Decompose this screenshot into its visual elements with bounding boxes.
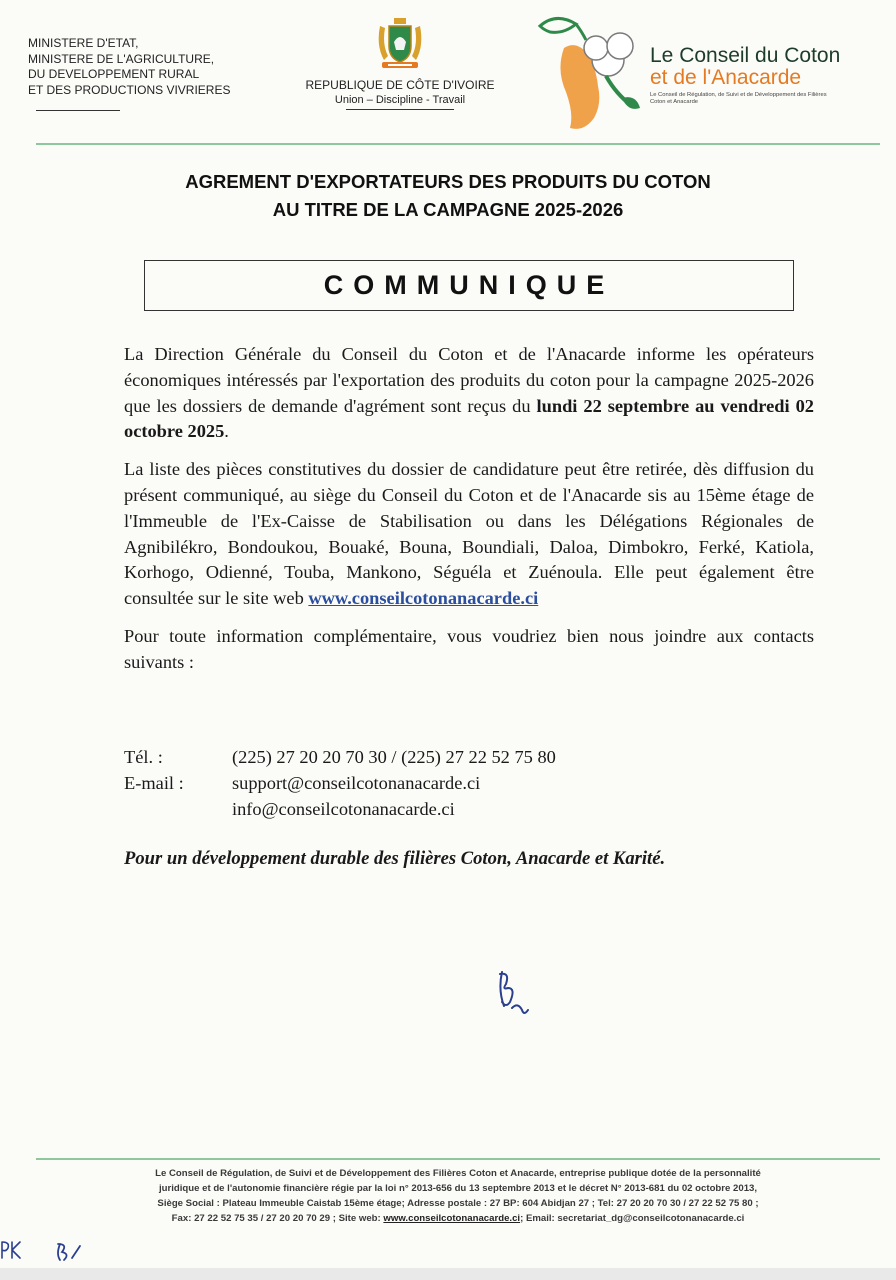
coat-of-arms-icon [374,16,426,72]
paragraph-locations [124,457,814,612]
ministry-line: ET DES PRODUCTIONS VIVRIERES [28,82,231,97]
brand-name-line1: Le Conseil du Coton [650,44,841,67]
ministry-underline [36,110,120,111]
document-title [60,168,836,224]
email-label: E-mail : [124,773,184,793]
ministry-line: MINISTERE D'ETAT, [28,36,139,50]
ministry-block [28,36,268,98]
brand-name-line2: et de l'Anacarde [650,66,802,89]
slogan: Pour un développement durable des filières Coton, Anacarde et Karité. [124,848,666,869]
header-divider [36,143,880,145]
email-value[interactable]: info@conseilcotonanacarde.ci [232,799,455,819]
footer [40,1166,876,1226]
contact-row-email [124,770,814,796]
footer-divider [36,1158,880,1160]
footer-line [40,1211,876,1226]
contact-row-tel [124,744,814,770]
paragraph-text: La liste des pièces constitutives du dossier de candidature peut être retirée, dès diffusion du présent communiqué, au siège du Conseil du Coton et de l'Anacarde sis au 15ème étage de l'Immeuble de l'Ex-Caisse de Stabilisation ou dans les Délégations Régionales de Agnibilékro, Bondoukou, Bouaké, Bouna, Boundiali, Daloa, Dimbokro, Ferké, Katiola, Korhogo, Odienné, Touba, Mankono, Séguéla et Zuénoula. Elle peut également être consultée sur le site web [124,459,814,609]
footer-line: juridique et de l'autonomie financière régie par la loi n° 2013-656 du 13 septembre 2013 et le décret N° 2013-681 du 02 octobre 2013, [158,1183,758,1194]
contacts-block [124,744,814,822]
footer-line [40,1166,876,1181]
tel-label: Tél. : [124,747,163,767]
contact-row-email [124,796,814,822]
application-period: lundi 22 septembre au vendredi 02 octobre 2025 [124,395,814,442]
paragraph-end: . [224,421,229,442]
footer-email[interactable]: secretariat_dg@conseilcotonanacarde.ci [557,1213,745,1224]
footer-text: entreprise publique dotée de la personnalité [556,1168,761,1179]
letterhead [0,0,896,150]
tel-value: (225) 27 20 20 70 30 / (225) 27 22 52 75 80 [232,747,556,767]
footer-line: Siège Social : Plateau Immeuble Caistab 15ème étage; Adresse postale : 27 BP: 604 Abidjan 27 ; Tel: 27 20 20 70 30 / 27 22 52 75 80 ; [157,1198,759,1209]
website-link[interactable]: www.conseilcotonanacarde.ci [308,588,539,609]
paragraph-contact-intro: Pour toute information complémentaire, vous voudriez bien nous joindre aux contacts suivants : [124,625,814,672]
brand-block [536,10,876,135]
footer-text: Fax: 27 22 52 75 35 / 27 20 20 70 29 ; Site web: [171,1213,384,1224]
footer-website-link[interactable]: www.conseilcotonanacarde.ci [383,1213,521,1224]
paragraph-text: La Direction Générale du Conseil du Coton et de l'Anacarde informe les opérateurs économiques intéressés par l'exportation des produits du coton pour la campagne 2025-2026 que les dossiers de demande d'agrément sont reçus du [124,344,814,416]
paragraph-dates [124,342,814,445]
republic-block [290,16,510,110]
title-line: AGREMENT D'EXPORTATEURS DES PRODUITS DU COTON [185,171,711,192]
republic-motto: Union – Discipline - Travail [334,94,466,106]
footer-org: Le Conseil de Régulation, de Suivi et de Développement des Filières Coton et Anacarde, [155,1168,557,1179]
cotton-cashew-logo-icon [536,10,654,134]
email-label-spacer [124,796,232,822]
document-body [124,342,814,688]
brand-subtitle: Le Conseil de Régulation, de Suivi et de Développement des Filières Coton et Anacarde [650,92,827,105]
ministry-line: DU DEVELOPPEMENT RURAL [28,67,200,81]
email-value[interactable]: support@conseilcotonanacarde.ci [232,773,481,793]
title-line: AU TITRE DE LA CAMPAGNE 2025-2026 [272,199,624,220]
communique-heading: COMMUNIQUE [144,260,794,311]
signature-initials-icon [488,966,538,1026]
brand-text [650,44,840,106]
motto-underline [346,109,454,110]
ministry-line: MINISTERE DE L'AGRICULTURE, [28,51,215,66]
footer-text: ; Email: [520,1213,558,1224]
handwritten-initials-icon [0,1234,110,1264]
republic-name: REPUBLIQUE DE CÔTE D'IVOIRE [305,78,495,92]
